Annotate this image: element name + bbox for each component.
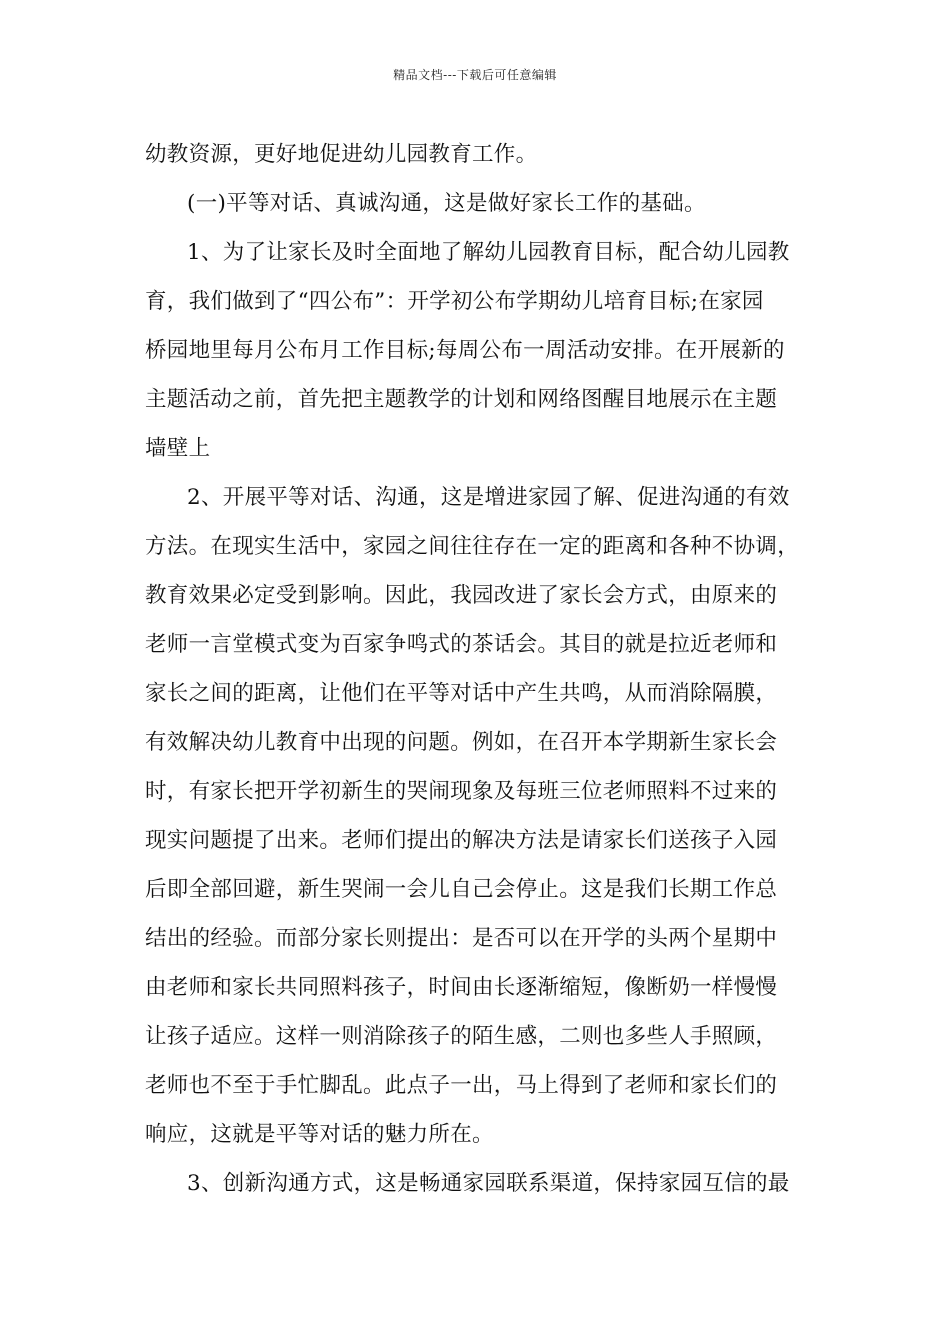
text-line: 现实问题提了出来。老师们提出的解决方法是请家长们送孩子入园 xyxy=(145,828,778,853)
document-body xyxy=(145,130,809,1208)
text-line: 老师也不至于手忙脚乱。此点子一出，马上得到了老师和家长们的 xyxy=(145,1073,778,1098)
text-line: 1、为了让家长及时全面地了解幼儿园教育目标，配合幼儿园教 xyxy=(187,240,790,265)
text-line: 由老师和家长共同照料孩子，时间由长逐渐缩短，像断奶一样慢慢 xyxy=(145,975,778,1000)
section-heading: (一)平等对话、真诚沟通，这是做好家长工作的基础。 xyxy=(187,191,706,216)
text-line: 育，我们做到了“四公布”：开学初公布学期幼儿培育目标;在家园 xyxy=(145,289,764,314)
text-line: 响应，这就是平等对话的魅力所在。 xyxy=(145,1122,494,1147)
text-line: 教育效果必定受到影响。因此，我园改进了家长会方式，由原来的 xyxy=(145,583,778,608)
text-line: 有效解决幼儿教育中出现的问题。例如，在召开本学期新生家长会 xyxy=(145,730,778,755)
text-line: 结出的经验。而部分家长则提出：是否可以在开学的头两个星期中 xyxy=(145,926,778,951)
text-line: 让孩子适应。这样一则消除孩子的陌生感，二则也多些人手照顾， xyxy=(145,1024,778,1049)
text-line: 墙壁上 xyxy=(145,436,211,461)
text-line: 老师一言堂模式变为百家争鸣式的茶话会。其目的就是拉近老师和 xyxy=(145,632,778,657)
text-line: 家长之间的距离，让他们在平等对话中产生共鸣，从而消除隔膜， xyxy=(145,681,778,706)
text-line: 2、开展平等对话、沟通，这是增进家园了解、促进沟通的有效 xyxy=(187,485,790,510)
text-line: 时，有家长把开学初新生的哭闹现象及每班三位老师照料不过来的 xyxy=(145,779,778,804)
text-line: 幼教资源，更好地促进幼儿园教育工作。 xyxy=(145,142,538,167)
text-line: 桥园地里每月公布月工作目标;每周公布一周活动安排。在开展新的 xyxy=(145,338,785,363)
page-header: 精品文档---下载后可任意编辑 xyxy=(393,68,557,82)
text-line: 3、创新沟通方式，这是畅通家园联系渠道，保持家园互信的最 xyxy=(187,1171,790,1196)
text-line: 主题活动之前，首先把主题教学的计划和网络图醒目地展示在主题 xyxy=(145,387,778,412)
text-line: 后即全部回避，新生哭闹一会儿自己会停止。这是我们长期工作总 xyxy=(145,877,778,902)
text-line: 方法。在现实生活中，家园之间往往存在一定的距离和各种不协调， xyxy=(145,534,800,559)
